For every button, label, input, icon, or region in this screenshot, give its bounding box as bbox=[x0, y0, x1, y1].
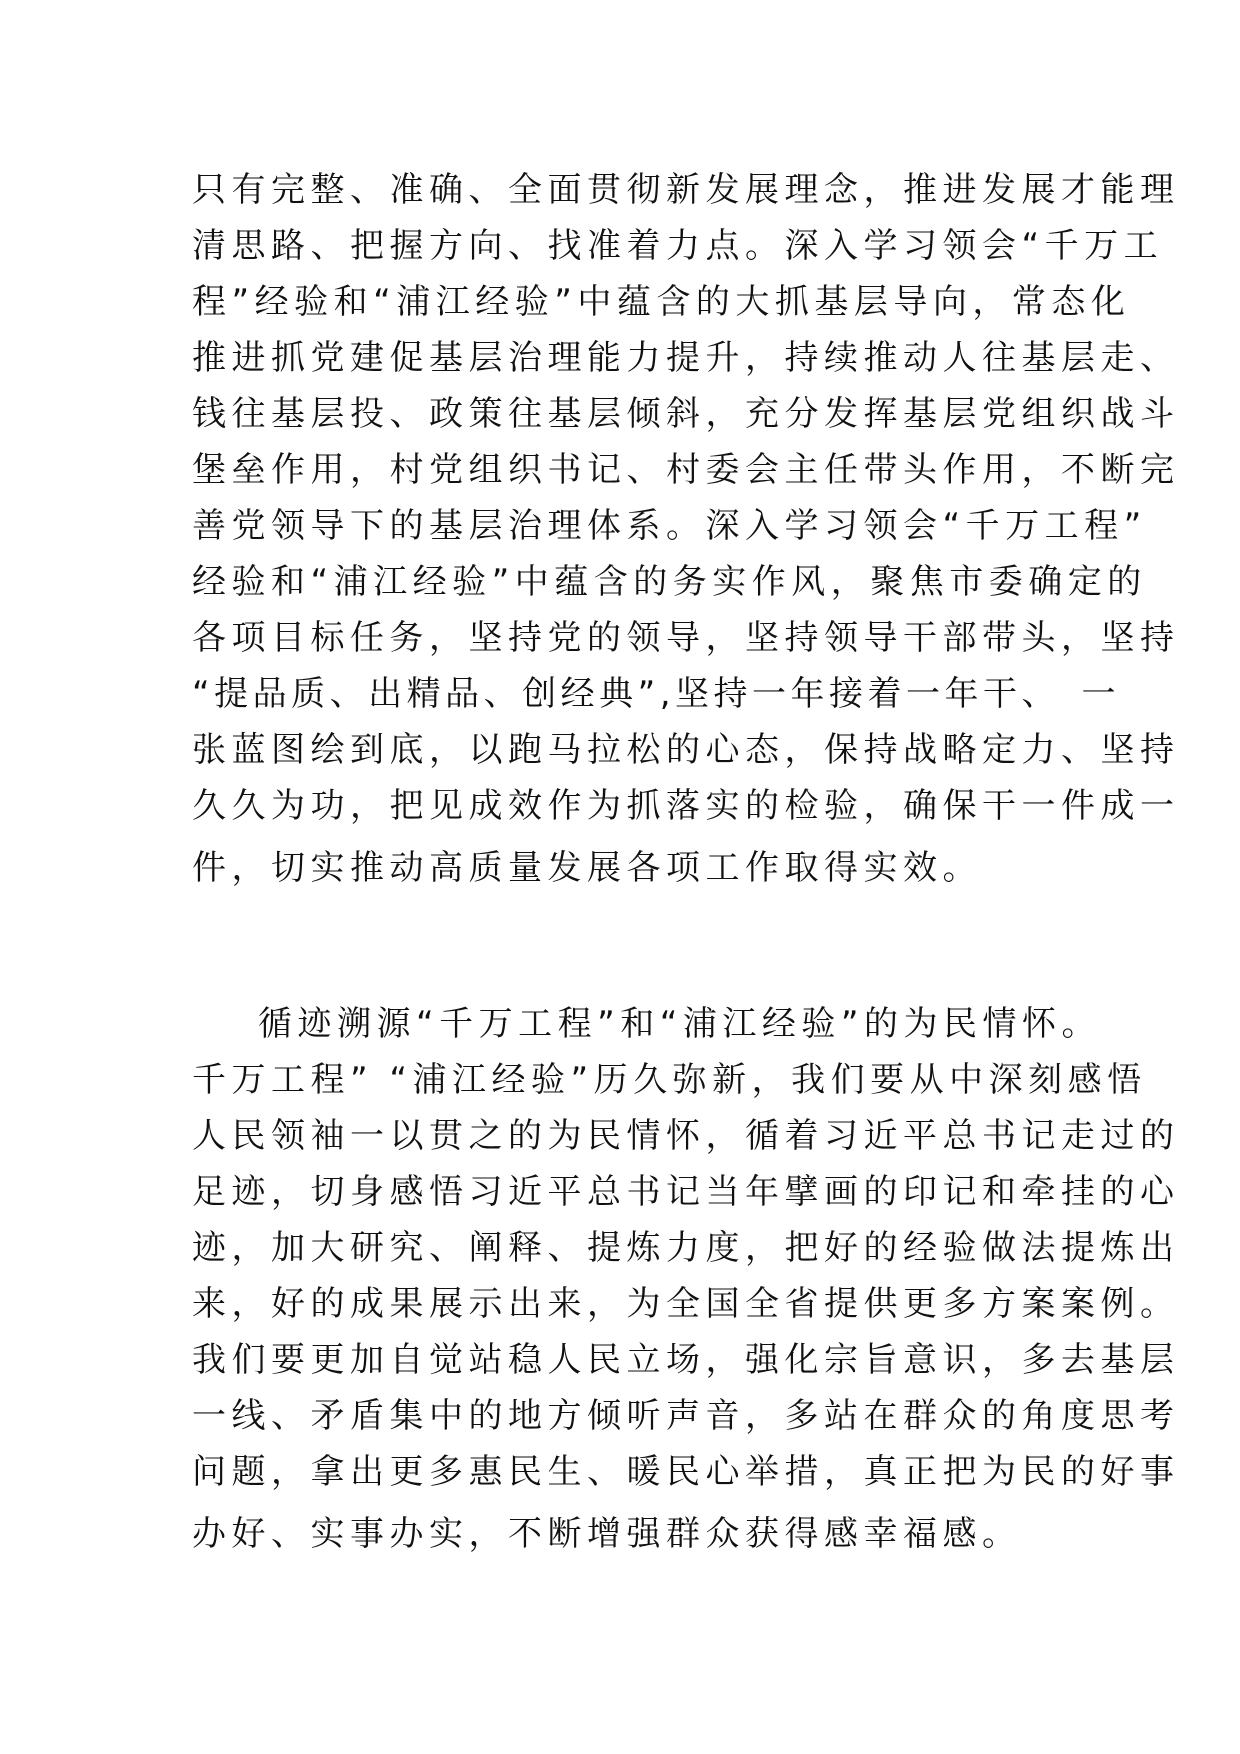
paragraph-line: 堡垒作用，村党组织书记、村委会主任带头作用，不断完 bbox=[192, 450, 1180, 490]
paragraph-line: 钱往基层投、政策往基层倾斜，充分发挥基层党组织战斗 bbox=[192, 394, 1180, 434]
paragraph-line: 一线、矛盾集中的地方倾听声音，多站在群众的角度思考 bbox=[192, 1396, 1180, 1436]
paragraph-line: 各项目标任务，坚持党的领导，坚持领导干部带头，坚持 bbox=[192, 618, 1180, 658]
paragraph-line: 迹，加大研究、阐释、提炼力度，把好的经验做法提炼出 bbox=[192, 1228, 1180, 1268]
paragraph-line: 清思路、把握方向、找准着力点。深入学习领会“千万工 bbox=[192, 226, 1164, 266]
paragraph-line: 只有完整、准确、全面贯彻新发展理念，推进发展才能理 bbox=[192, 170, 1180, 210]
paragraph-line: 问题，拿出更多惠民生、暖民心举措，真正把为民的好事 bbox=[192, 1452, 1180, 1492]
paragraph-line: 善党领导下的基层治理体系。深入学习领会“千万工程” bbox=[192, 506, 1147, 546]
paragraph-line: 件，切实推动高质量发展各项工作取得实效。 bbox=[192, 848, 982, 888]
paragraph-line: 推进抓党建促基层治理能力提升，持续推动人往基层走、 bbox=[192, 338, 1180, 378]
paragraph-line: 张蓝图绘到底，以跑马拉松的心态，保持战略定力、坚持 bbox=[192, 730, 1180, 770]
paragraph-line-indented: 循迹溯源“千万工程”和“浦江经验”的为民情怀。 bbox=[258, 1004, 1101, 1044]
paragraph-line: 程”经验和“浦江经验”中蕴含的大抓基层导向，常态化 bbox=[192, 282, 1131, 322]
paragraph-line: 人民领袖一以贯之的为民情怀，循着习近平总书记走过的 bbox=[192, 1116, 1180, 1156]
paragraph-line: 千万工程” “浦江经验”历久弥新，我们要从中深刻感悟 bbox=[192, 1060, 1147, 1100]
paragraph-line: 办好、实事办实，不断增强群众获得感幸福感。 bbox=[192, 1514, 1022, 1554]
paragraph-line: 我们要更加自觉站稳人民立场，强化宗旨意识，多去基层 bbox=[192, 1340, 1180, 1380]
paragraph-line: 来，好的成果展示出来，为全国全省提供更多方案案例。 bbox=[192, 1284, 1180, 1324]
paragraph-line: 经验和“浦江经验”中蕴含的务实作风，聚焦市委确定的 bbox=[192, 562, 1147, 602]
paragraph-line: 久久为功，把见成效作为抓落实的检验，确保干一件成一 bbox=[192, 786, 1180, 826]
paragraph-line: “提品质、出精品、创经典”,坚持一年接着一年干、 一 bbox=[192, 674, 1121, 714]
paragraph-line: 足迹，切身感悟习近平总书记当年擘画的印记和牵挂的心 bbox=[192, 1172, 1180, 1212]
